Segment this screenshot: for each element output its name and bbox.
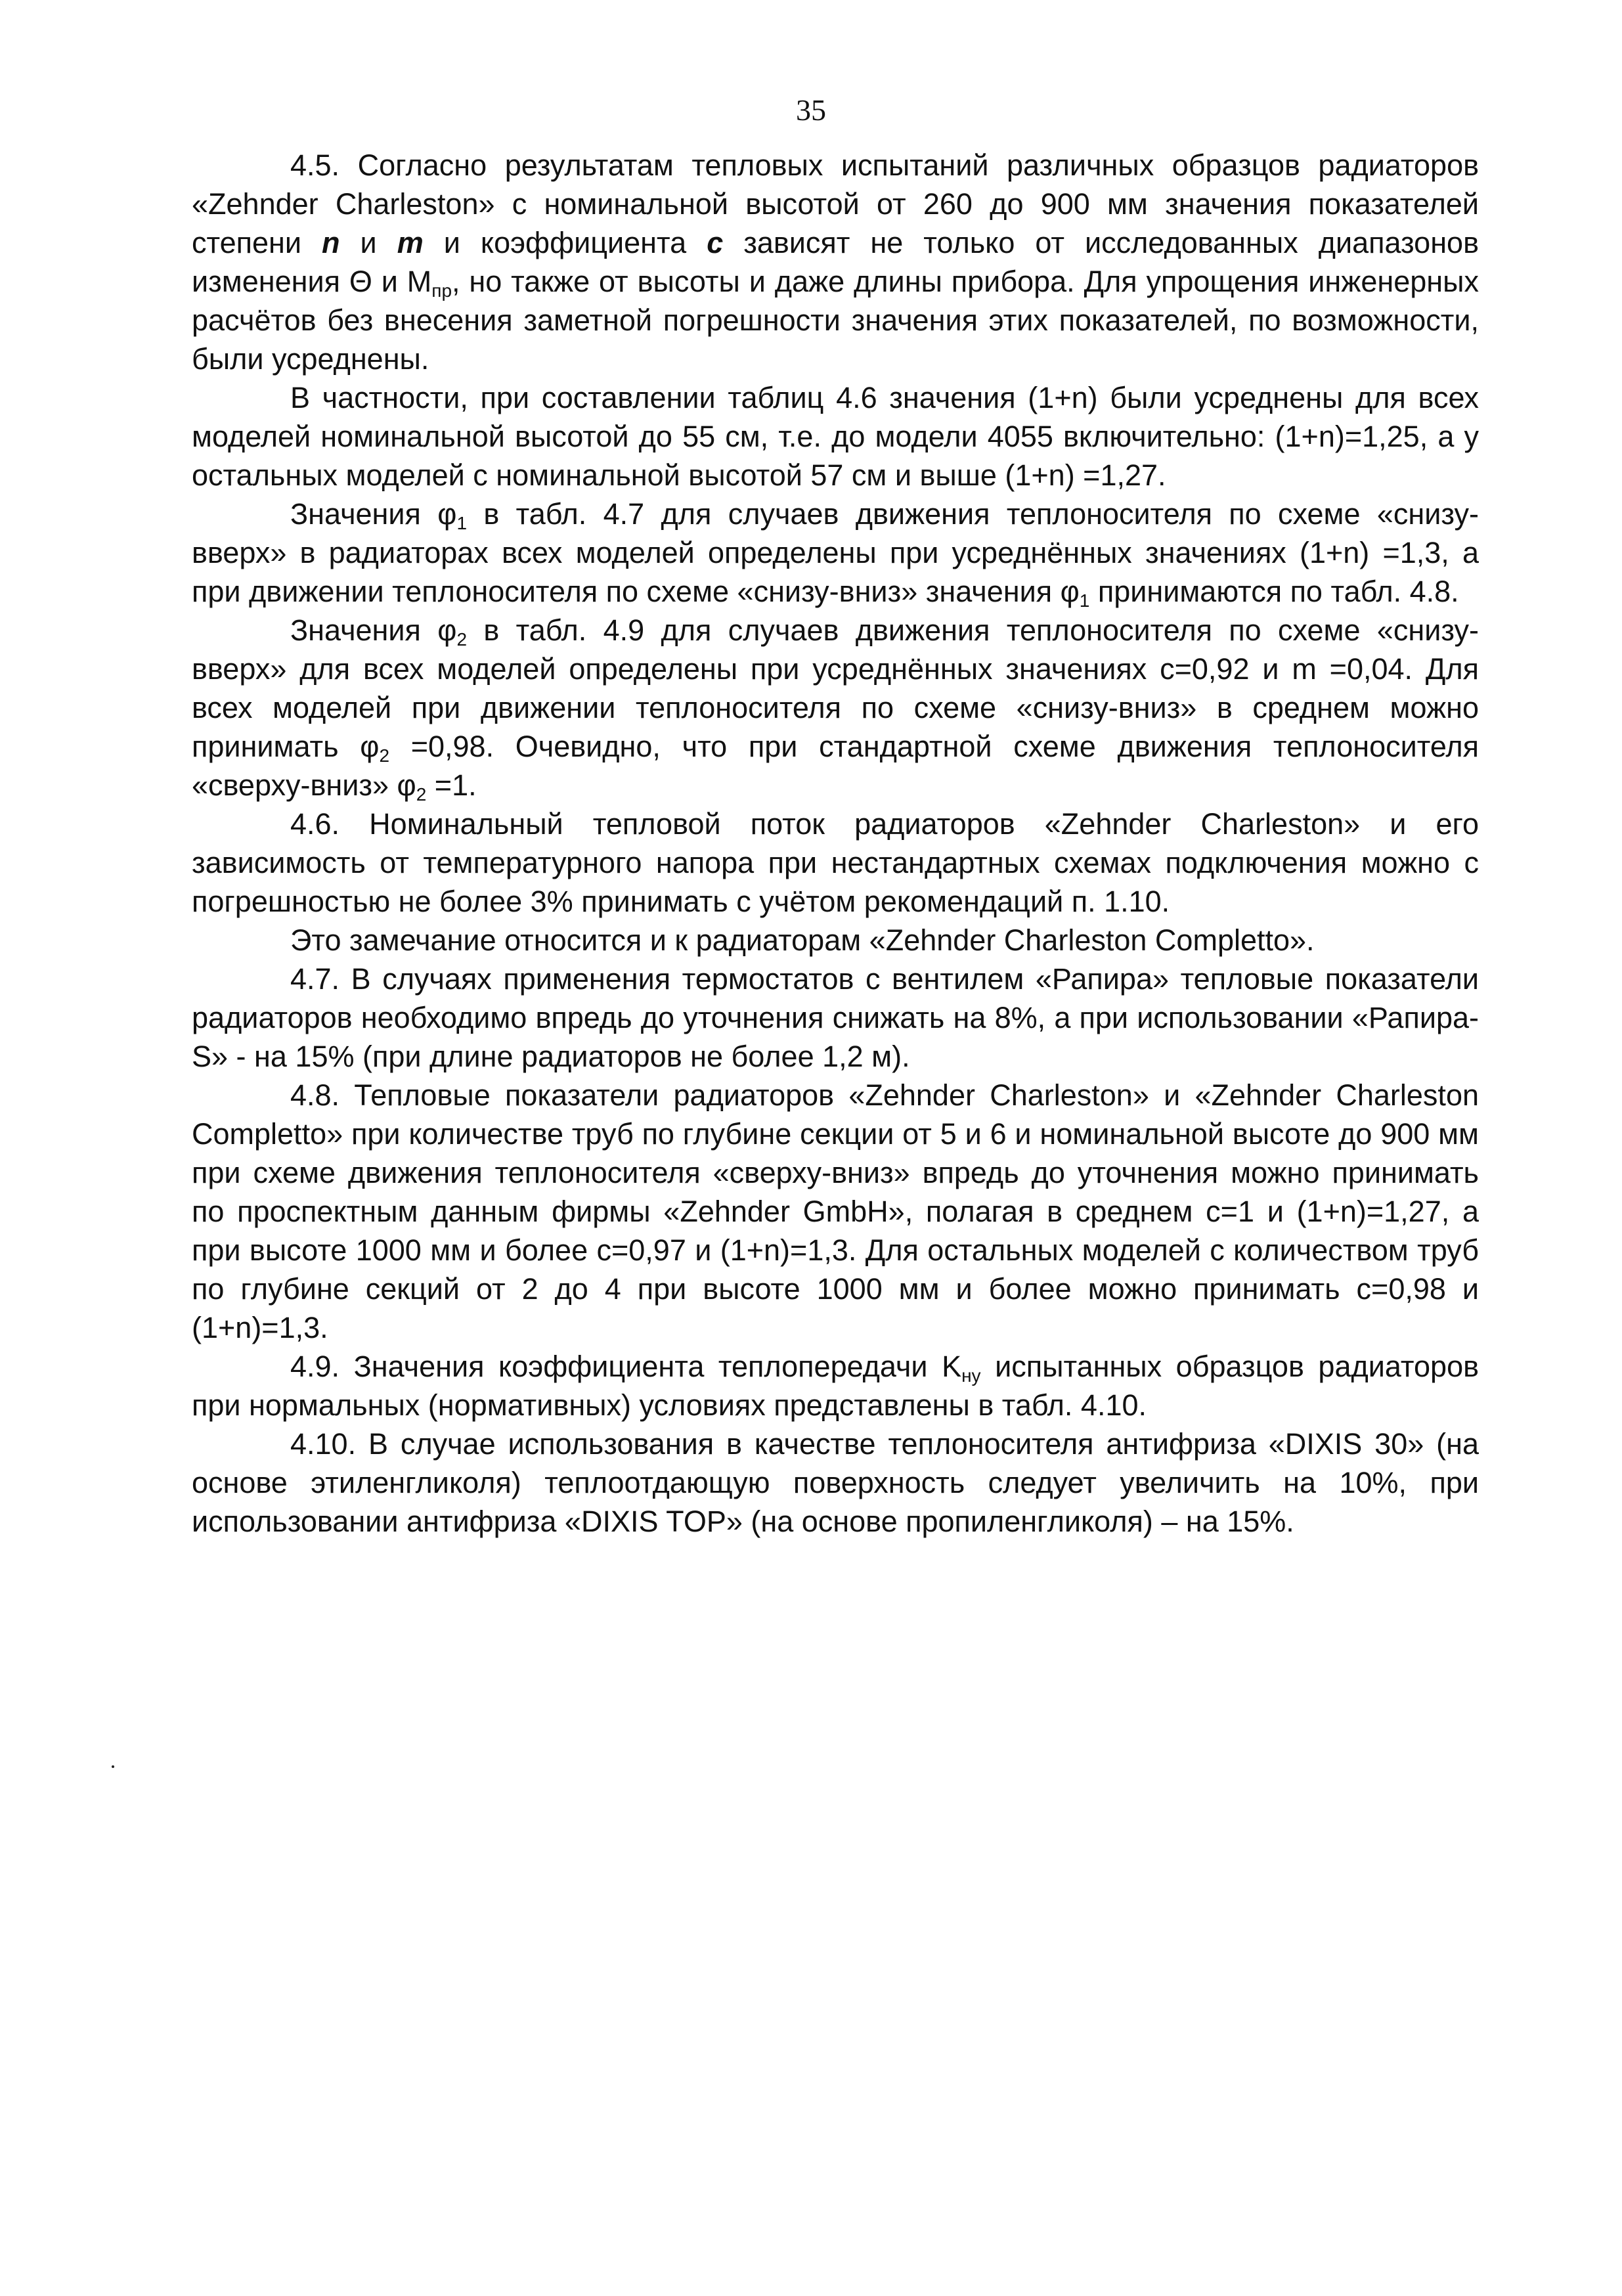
subscript: 1 (1079, 590, 1090, 611)
subscript: 2 (456, 629, 468, 650)
text-run: Это замечание относится и к радиаторам «Zehnder Charleston Completto». (290, 923, 1315, 957)
text-run: 4.5. Согласно результатам тепловых испытаний различных образцов радиаторов «Zehnder Charleston» с номинальной высотой от 260 до 900 мм значения показателей степени (192, 148, 1479, 259)
subscript: 2 (379, 745, 390, 766)
scan-speck (112, 1765, 114, 1768)
text-run: зависят не только от исследованных диапазонов изменения Θ и M (192, 226, 1479, 298)
text-run: 4.6. Номинальный тепловой поток радиаторов «Zehnder Charleston» и его зависимость от температурного напора при нестандартных схемах подключения можно с погрешностью не более 3% принимать с учётом рекомендаций п. 1.10. (192, 807, 1479, 918)
paragraph-phi2-values (192, 611, 1479, 805)
page-number: 35 (796, 93, 826, 127)
paragraph-completto-note (192, 921, 1479, 960)
paragraph-4-9 (192, 1347, 1479, 1424)
text-run: 4.8. Тепловые показатели радиаторов «Zehnder Charleston» и «Zehnder Charleston Completto» при количестве труб по глубине секции от 5 и 6 и номинальной высоте до 900 мм при схеме движения теплоносителя «сверху-вниз» впредь до уточнения можно принимать по проспектным данным фирмы «Zehnder GmbH», полагая в среднем c=1 и (1+n)=1,27, а при высоте 1000 мм и более c=0,97 и (1+n)=1,3. Для остальных моделей с количеством труб по глубине секций от 2 до 4 при высоте 1000 мм и более можно принимать c=0,98 и (1+n)=1,3. (192, 1078, 1479, 1344)
symbol-variable: c (707, 226, 724, 259)
symbol-variable: m (397, 226, 424, 259)
subscript: пр (431, 280, 452, 301)
text-run: =1. (426, 768, 477, 802)
paragraph-4-10 (192, 1424, 1479, 1541)
paragraph-4-6 (192, 805, 1479, 921)
text-run: и коэффициента (423, 226, 707, 259)
text-run: Значения φ (290, 497, 457, 531)
paragraph-4-8 (192, 1076, 1479, 1347)
text-run: в табл. 4.9 для случаев движения теплоносителя по схеме «снизу-вверх» для всех моделей определены при усреднённых значениях c=0,92 и m =0,04. Для всех моделей при движении теплоносителя по схеме «снизу-вниз» в среднем можно принимать φ (192, 613, 1480, 763)
text-run: 4.9. Значения коэффициента теплопередачи K (290, 1350, 962, 1383)
text-run: =0,98. Очевидно, что при стандартной схеме движения теплоносителя «сверху-вниз» φ (192, 730, 1479, 802)
text-run: 4.10. В случае использования в качестве теплоносителя антифриза «DIXIS 30» (на основе этиленгликоля) теплоотдающую поверхность следует увеличить на 10%, при использовании антифриза «DIXIS TOP» (на основе пропиленгликоля) – на 15%. (192, 1427, 1479, 1538)
subscript: 1 (456, 513, 468, 533)
paragraph-4-7 (192, 960, 1479, 1076)
text-run: , но также от высоты и даже длины прибора. Для упрощения инженерных расчётов без внесения заметной погрешности значения этих показателей, по возможности, были усреднены. (192, 265, 1479, 376)
paragraph-tables-averaging (192, 378, 1479, 495)
text-run: в табл. 4.7 для случаев движения теплоносителя по схеме «снизу-вверх» в радиаторах всех моделей определены при усреднённых значениях (1+n) =1,3, а при движении теплоносителя по схеме «снизу-вниз» значения φ (192, 497, 1479, 608)
document-body (192, 146, 1479, 1541)
symbol-variable: n (322, 226, 340, 259)
text-run: 4.7. В случаях применения термостатов с вентилем «Рапира» тепловые показатели радиаторов необходимо впредь до уточнения снижать на 8%, а при использовании «Рапира-S» - на 15% (при длине радиаторов не более 1,2 м). (192, 962, 1479, 1073)
text-run: и (340, 226, 397, 259)
subscript: 2 (416, 784, 427, 805)
text-run: В частности, при составлении таблиц 4.6 значения (1+n) были усреднены для всех моделей номинальной высотой до 55 см, т.е. до модели 4055 включительно: (1+n)=1,25, а у остальных моделей с номинальной высотой 57 см и выше (1+n) =1,27. (192, 381, 1479, 492)
text-run: испытанных образцов радиаторов при нормальных (нормативных) условиях представлены в табл. 4.10. (192, 1350, 1479, 1422)
paragraph-phi1-values (192, 495, 1479, 611)
paragraph-4-5 (192, 146, 1479, 378)
subscript: ну (961, 1365, 981, 1386)
text-run: Значения φ (290, 613, 457, 647)
text-run: принимаются по табл. 4.8. (1089, 575, 1459, 608)
